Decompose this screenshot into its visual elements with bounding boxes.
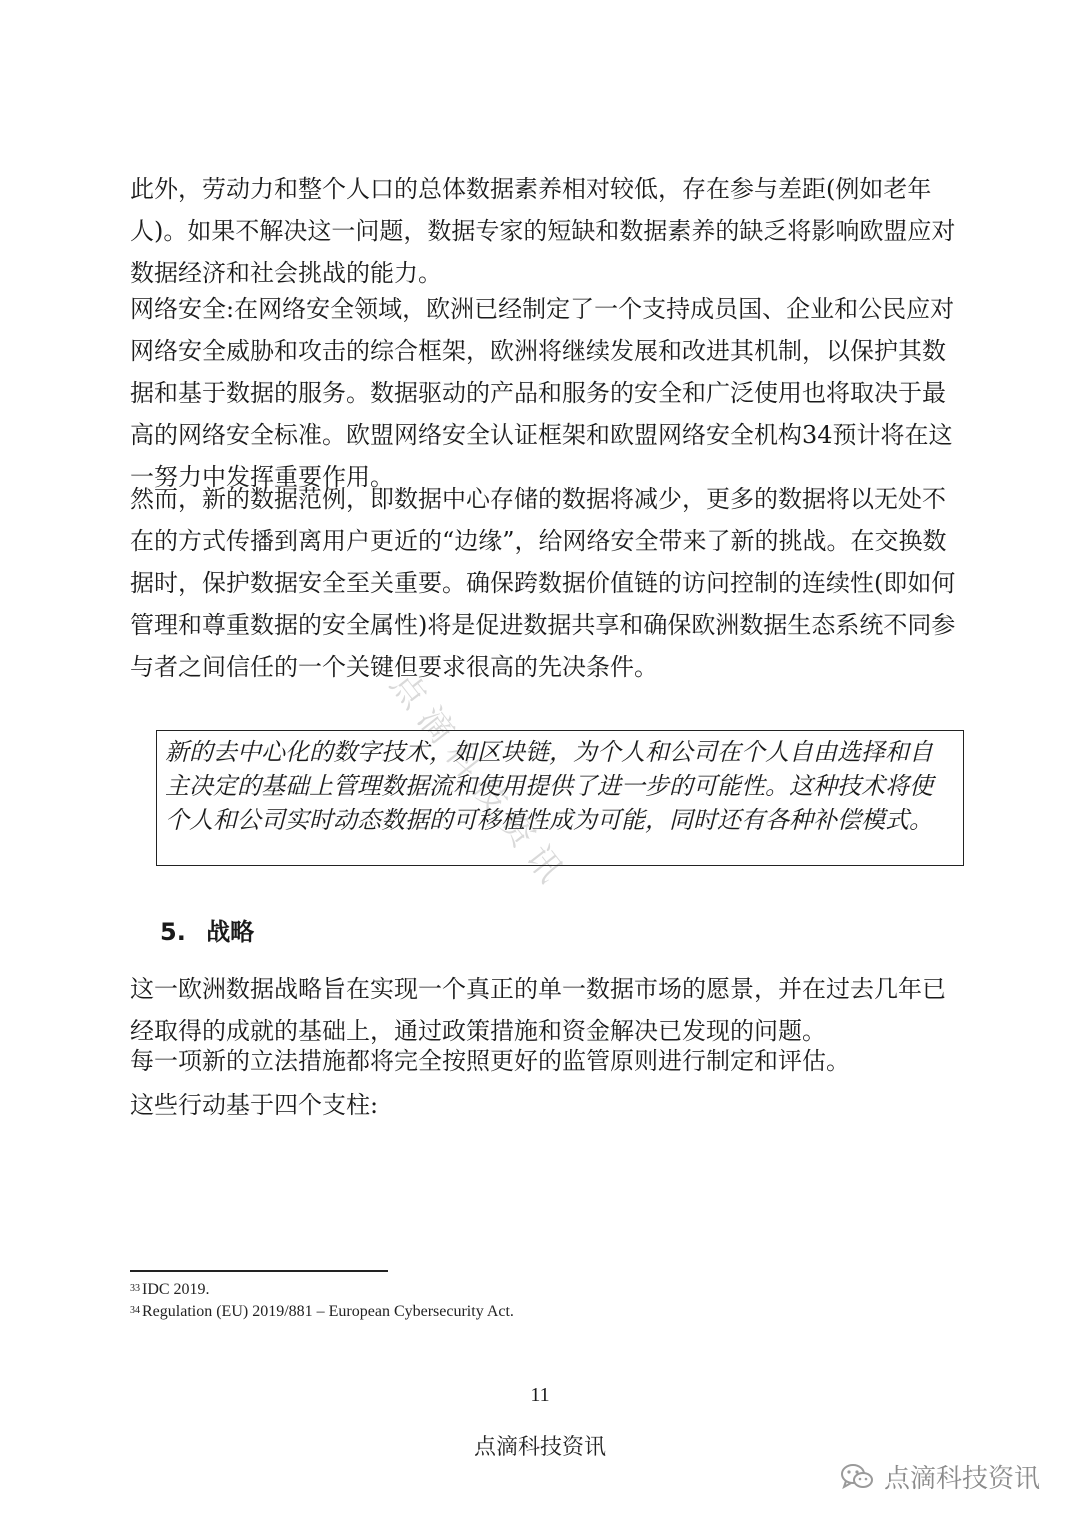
footnote-mark: 34 (130, 1305, 140, 1316)
section-number: 5. (160, 918, 186, 946)
paragraph-edge-security: 然而，新的数据范例，即数据中心存储的数据将减少，更多的数据将以无处不在的方式传播到离用户更近的“边缘”，给网络安全带来了新的挑战。在交换数据时，保护数据安全至关重要。确保跨数据价值链的访问控制的连续性(即如何管理和尊重数据的安全属性)将是促进数据共享和确保欧洲数据生态系统不同参与者之间信任的一个关键但要求很高的先决条件。 (130, 485, 956, 681)
wechat-label: 点滴科技资讯 (883, 1464, 1040, 1494)
page-caption: 点滴科技资讯 (473, 1435, 606, 1460)
footnote-divider (130, 1270, 388, 1272)
watermark-text: 点滴科技资讯 (382, 664, 577, 898)
wechat-icon (840, 1462, 874, 1492)
paragraph-cybersecurity: 网络安全:在网络安全领域，欧洲已经制定了一个支持成员国、企业和公民应对网络安全威胁和攻击的综合框架，欧洲将继续发展和改进其机制，以保护其数据和基于数据的服务。数据驱动的产品和服务的安全和广泛使用也将取决于最高的网络安全标准。欧盟网络安全认证框架和欧盟网络安全机构34预计将在这一努力中发挥重要作用。 (130, 295, 955, 491)
footnote-mark: 33 (130, 1283, 140, 1294)
paragraph-pillars: 这些行动基于四个支柱: (130, 1091, 379, 1119)
footnote-34 (130, 1302, 514, 1322)
paragraph-legislation: 每一项新的立法措施都将完全按照更好的监管原则进行制定和评估。 (130, 1047, 850, 1075)
section-title: 战略 (206, 918, 255, 946)
footnote-33 (130, 1280, 210, 1300)
paragraph-strategy: 这一欧洲数据战略旨在实现一个真正的单一数据市场的愿景，并在过去几年已经取得的成就的基础上，通过政策措施和资金解决已发现的问题。 (130, 975, 946, 1045)
section-heading (160, 912, 254, 947)
wechat-watermark (840, 1458, 1040, 1495)
footnote-text: Regulation (EU) 2019/881 – European Cybersecurity Act. (142, 1303, 514, 1320)
boxed-note-blockchain: 新的去中心化的数字技术，如区块链，为个人和公司在个人自由选择和自主决定的基础上管理数据流和使用提供了进一步的可能性。这种技术将使个人和公司实时动态数据的可移植性成为可能，同时还有各种补偿模式。 (156, 730, 964, 866)
page-number: 11 (530, 1384, 550, 1406)
footnote-text: IDC 2019. (142, 1281, 210, 1298)
paragraph-data-literacy: 此外，劳动力和整个人口的总体数据素养相对较低，存在参与差距(例如老年人)。如果不解决这一问题，数据专家的短缺和数据素养的缺乏将影响欧盟应对数据经济和社会挑战的能力。 (130, 175, 956, 287)
